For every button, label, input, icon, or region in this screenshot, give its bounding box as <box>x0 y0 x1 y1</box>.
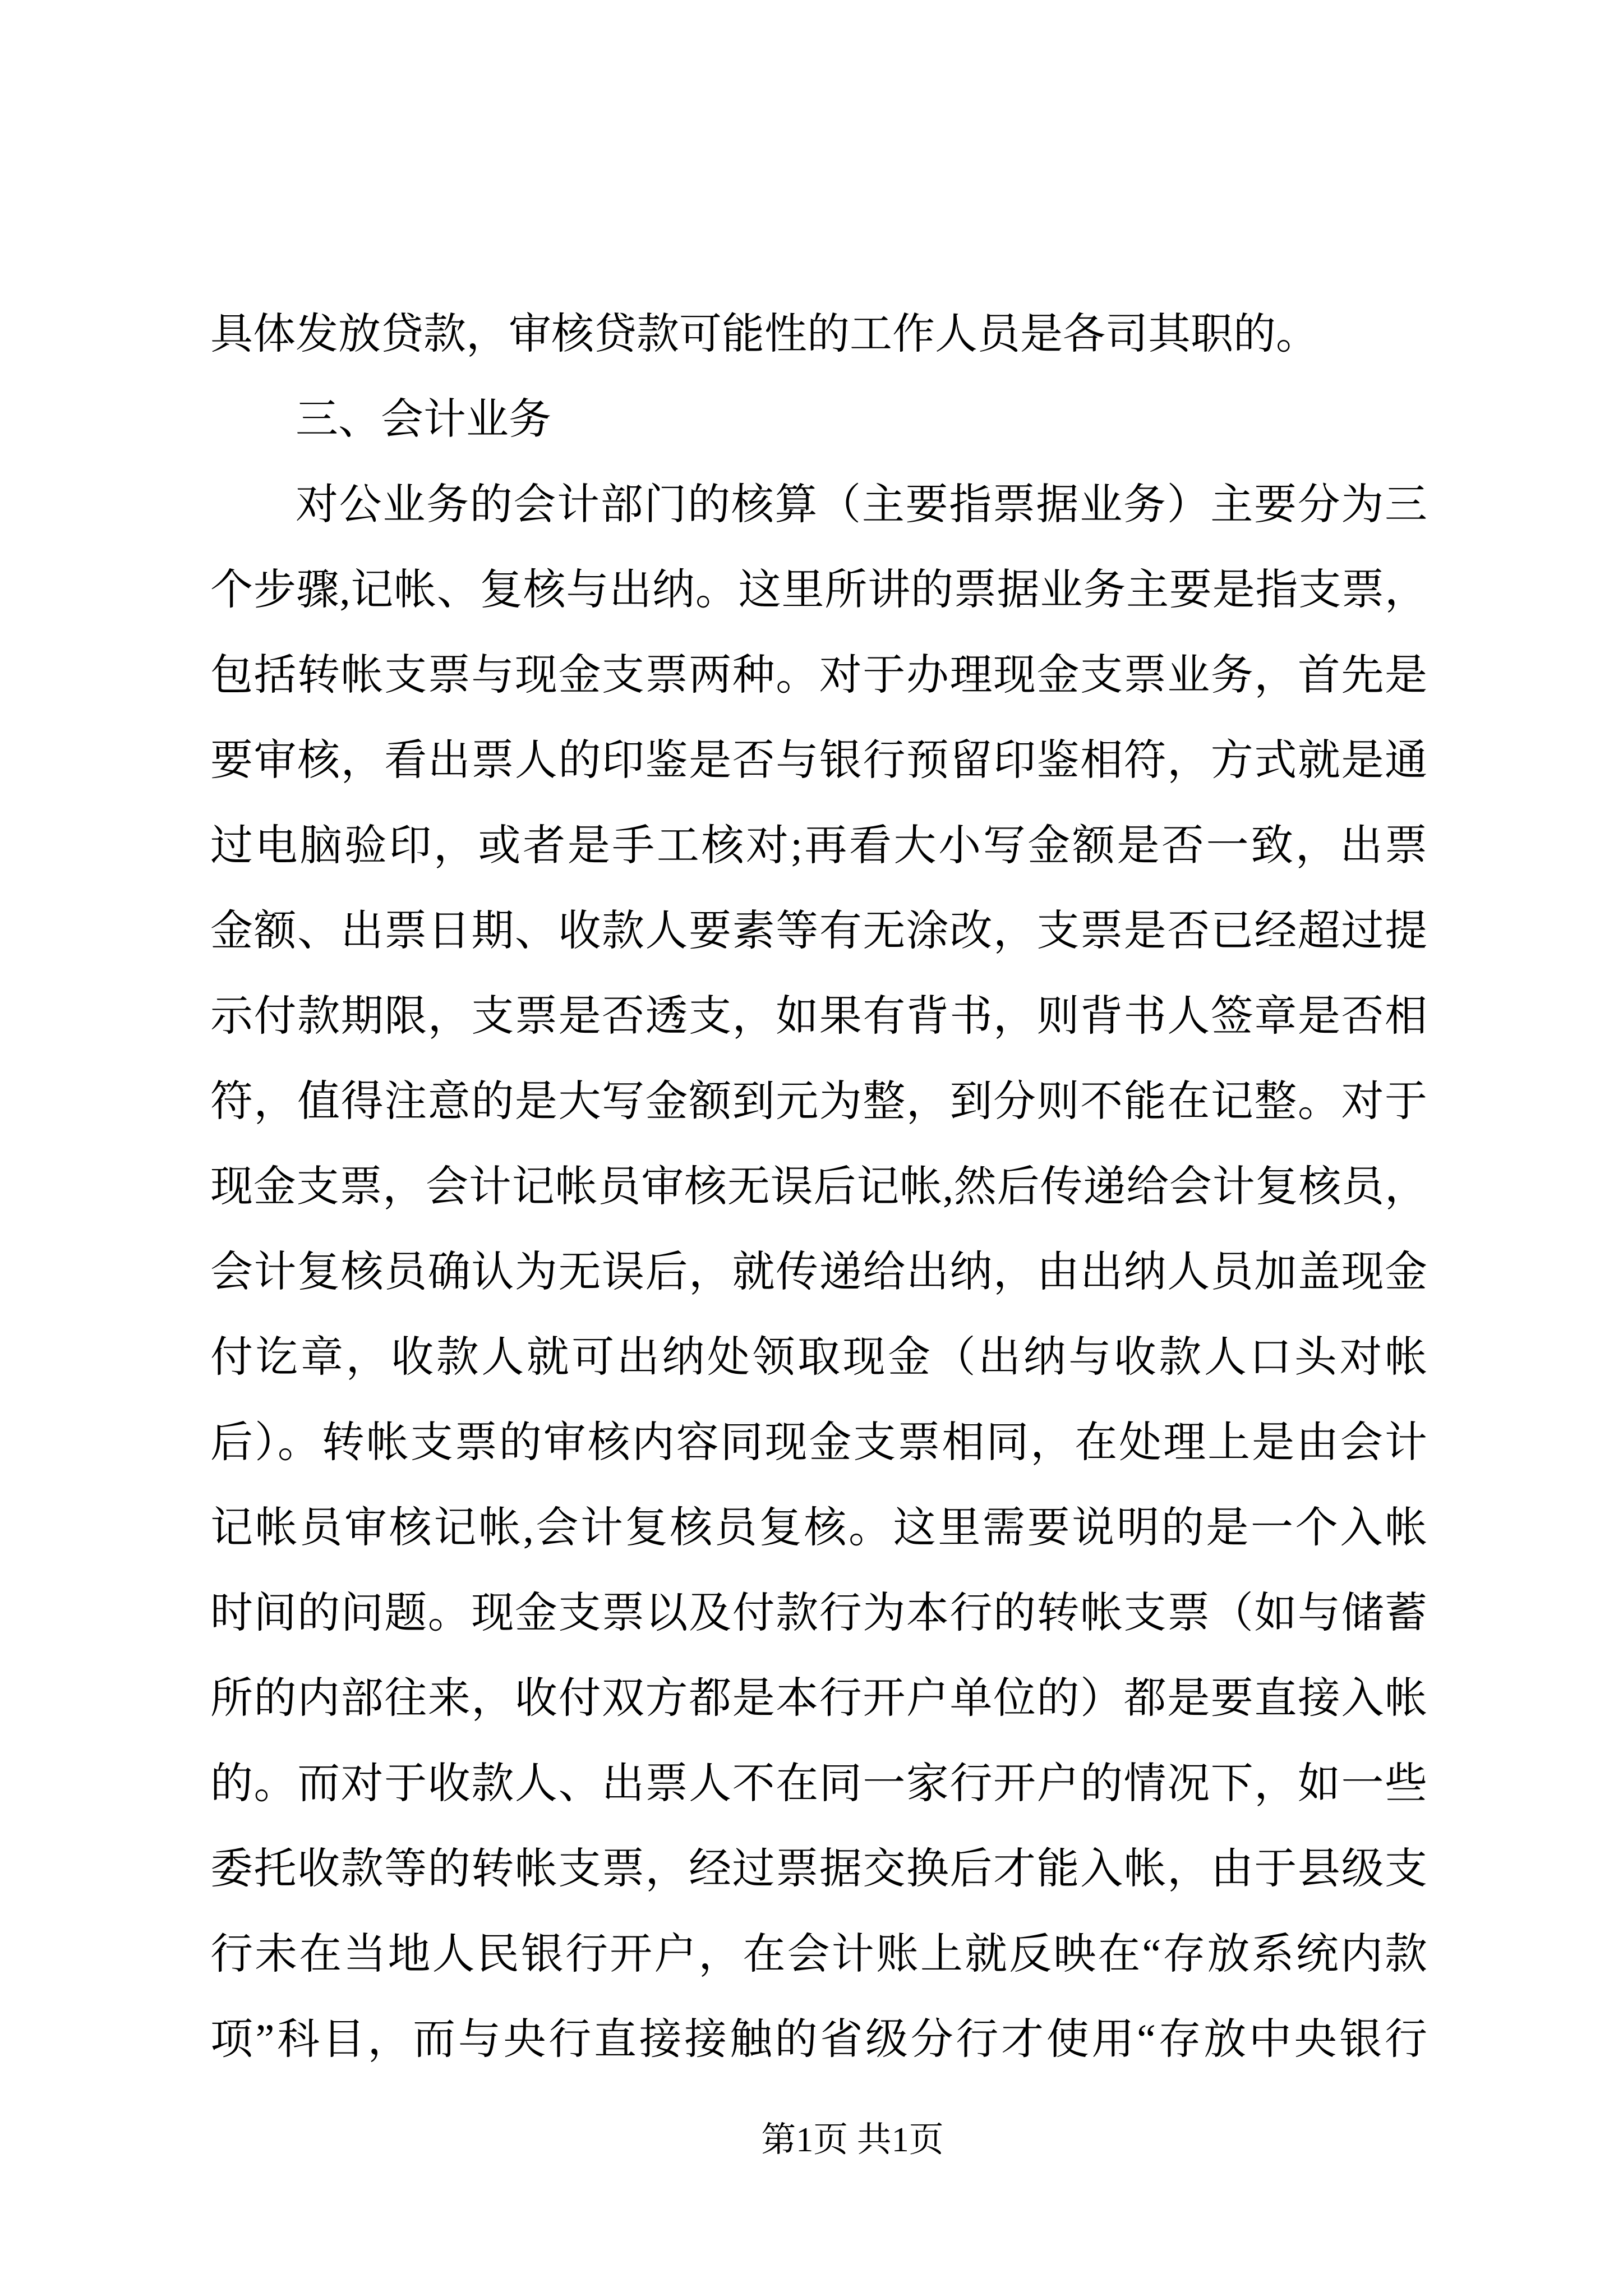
text-line-15: 记帐员审核记帐,会计复核员复核。这里需要说明的是一个入帐 <box>210 1504 1427 1552</box>
text-line-11: 现金支票，会计记帐员审核无误后记帐,然后传递给会计复核员， <box>210 1163 1427 1211</box>
document-body <box>210 292 1427 2082</box>
text-line-3: 对公业务的会计部门的核算（主要指票据业务）主要分为三 <box>296 481 1427 528</box>
page-footer <box>41 2106 1623 2174</box>
text-line-14: 后）。转帐支票的审核内容同现金支票相同，在处理上是由会计 <box>210 1419 1427 1466</box>
text-line-16: 时间的问题。现金支票以及付款行为本行的转帐支票（如与储蓄 <box>210 1590 1427 1637</box>
text-line-19: 委托收款等的转帐支票，经过票据交换后才能入帐，由于县级支 <box>210 1846 1427 1893</box>
text-line-13: 付讫章，收款人就可出纳处领取现金（出纳与收款人口头对帐 <box>210 1334 1427 1381</box>
text-line-1: 具体发放贷款，审核贷款可能性的工作人员是各司其职的。 <box>210 311 1318 358</box>
text-line-18: 的。而对于收款人、出票人不在同一家行开户的情况下，如一些 <box>210 1760 1427 1807</box>
text-line-21: 项”科目，而与央行直接接触的省级分行才使用“存放中央银行 <box>210 2016 1427 2063</box>
page-number-label: 第1页 共1页 <box>761 2121 944 2159</box>
text-line-6: 要审核，看出票人的印鉴是否与银行预留印鉴相符，方式就是通 <box>210 737 1427 784</box>
text-line-8: 金额、出票日期、收款人要素等有无涂改，支票是否已经超过提 <box>210 908 1427 955</box>
text-line-20: 行未在当地人民银行开户，在会计账上就反映在“存放系统内款 <box>210 1931 1427 1978</box>
text-line-17: 所的内部往来，收付双方都是本行开户单位的）都是要直接入帐 <box>210 1675 1427 1722</box>
text-line-2: 三、会计业务 <box>296 396 551 443</box>
text-line-4: 个步骤,记帐、复核与出纳。这里所讲的票据业务主要是指支票， <box>210 567 1427 614</box>
text-line-12: 会计复核员确认为无误后，就传递给出纳，由出纳人员加盖现金 <box>210 1249 1427 1296</box>
text-line-7: 过电脑验印，或者是手工核对;再看大小写金额是否一致，出票 <box>210 822 1427 869</box>
text-line-5: 包括转帐支票与现金支票两种。对于办理现金支票业务，首先是 <box>210 652 1427 699</box>
text-line-9: 示付款期限，支票是否透支，如果有背书，则背书人签章是否相 <box>210 993 1427 1040</box>
text-line-10: 符，值得注意的是大写金额到元为整，到分则不能在记整。对于 <box>210 1078 1427 1125</box>
